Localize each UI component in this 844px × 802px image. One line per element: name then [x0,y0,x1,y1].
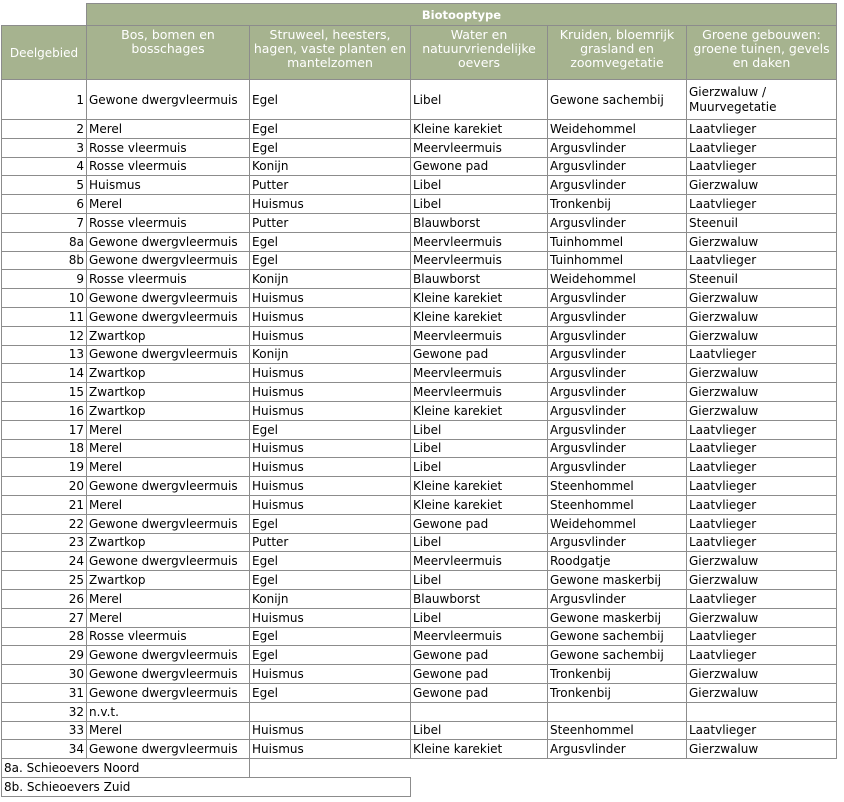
cell-col-5 [687,702,837,721]
cell-deelgebied: 3 [2,138,87,157]
cell-col-3: Kleine karekiet [411,740,548,759]
table-row [2,345,837,364]
cell-col-3: Libel [411,571,548,590]
cell-col-2: Egel [250,232,411,251]
cell-col-3: Libel [411,533,548,552]
cell-col-1: Huismus [87,176,250,195]
table-row [2,213,837,232]
header-col-1: Bos, bomen en bosschages [87,26,250,80]
cell-col-5: Gierzwaluw [687,608,837,627]
cell-col-5: Gierzwaluw [687,289,837,308]
cell-col-4: Tronkenbij [548,195,687,214]
cell-col-5: Gierzwaluw [687,307,837,326]
cell-col-1: Zwartkop [87,383,250,402]
cell-col-4: Tronkenbij [548,665,687,684]
cell-col-4: Steenhommel [548,477,687,496]
cell-deelgebied: 6 [2,195,87,214]
cell-col-4: Argusvlinder [548,458,687,477]
cell-col-2: Konijn [250,270,411,289]
cell-col-1: Gewone dwergvleermuis [87,740,250,759]
cell-col-2: Egel [250,683,411,702]
cell-col-1: Zwartkop [87,364,250,383]
cell-col-2: Konijn [250,345,411,364]
cell-col-3: Kleine karekiet [411,307,548,326]
cell-col-1: Gewone dwergvleermuis [87,289,250,308]
cell-col-3: Kleine karekiet [411,120,548,139]
cell-col-4: Argusvlinder [548,401,687,420]
cell-col-4: Steenhommel [548,495,687,514]
cell-deelgebied: 17 [2,420,87,439]
cell-deelgebied: 24 [2,552,87,571]
cell-col-4: Argusvlinder [548,157,687,176]
cell-col-2: Huismus [250,195,411,214]
cell-deelgebied: 12 [2,326,87,345]
cell-col-2: Huismus [250,740,411,759]
header-deelgebied: Deelgebied [2,26,87,80]
cell-deelgebied: 32 [2,702,87,721]
cell-col-3: Meervleermuis [411,326,548,345]
cell-col-5: Laatvlieger [687,345,837,364]
cell-deelgebied: 1 [2,80,87,120]
cell-col-2 [250,702,411,721]
cell-col-1: Gewone dwergvleermuis [87,683,250,702]
cell-col-2: Egel [250,138,411,157]
cell-col-4: Argusvlinder [548,533,687,552]
cell-col-4: Argusvlinder [548,289,687,308]
cell-deelgebied: 30 [2,665,87,684]
cell-col-2: Egel [250,120,411,139]
cell-col-2: Egel [250,80,411,120]
cell-col-5: Laatvlieger [687,589,837,608]
cell-col-1: Merel [87,608,250,627]
table-row [2,702,837,721]
cell-col-5: Laatvlieger [687,721,837,740]
cell-col-4: Weidehommel [548,514,687,533]
cell-col-2: Huismus [250,326,411,345]
cell-deelgebied: 14 [2,364,87,383]
header-col-3: Water en natuurvriendelijke oevers [411,26,548,80]
cell-col-1: Gewone dwergvleermuis [87,665,250,684]
cell-col-5: Gierzwaluw [687,740,837,759]
cell-col-3: Libel [411,439,548,458]
table-row [2,627,837,646]
table-row [2,176,837,195]
cell-col-3: Kleine karekiet [411,289,548,308]
cell-col-4: Gewone maskerbij [548,608,687,627]
cell-col-5: Steenuil [687,213,837,232]
cell-col-1: Gewone dwergvleermuis [87,80,250,120]
cell-col-3: Blauwborst [411,270,548,289]
cell-col-2: Putter [250,176,411,195]
cell-deelgebied: 16 [2,401,87,420]
cell-col-5: Laatvlieger [687,420,837,439]
cell-col-5: Laatvlieger [687,458,837,477]
cell-deelgebied: 34 [2,740,87,759]
cell-col-1: Zwartkop [87,401,250,420]
cell-col-4: Tuinhommel [548,251,687,270]
cell-col-2: Egel [250,420,411,439]
cell-col-1: Zwartkop [87,326,250,345]
cell-col-5: Laatvlieger [687,195,837,214]
cell-col-3: Libel [411,458,548,477]
cell-deelgebied: 31 [2,683,87,702]
table-row [2,683,837,702]
cell-col-3: Libel [411,420,548,439]
cell-col-3: Gewone pad [411,514,548,533]
table-row [2,589,837,608]
cell-col-4: Argusvlinder [548,326,687,345]
table-row [2,495,837,514]
cell-deelgebied: 15 [2,383,87,402]
cell-col-3: Libel [411,176,548,195]
cell-col-3: Meervleermuis [411,138,548,157]
cell-col-4: Steenhommel [548,721,687,740]
cell-col-5: Steenuil [687,270,837,289]
cell-col-3: Meervleermuis [411,232,548,251]
cell-col-1: Rosse vleermuis [87,157,250,176]
cell-col-4: Gewone sachembij [548,646,687,665]
table-row [2,138,837,157]
cell-col-3: Gewone pad [411,646,548,665]
cell-col-3: Kleine karekiet [411,477,548,496]
cell-deelgebied: 10 [2,289,87,308]
cell-col-2: Huismus [250,289,411,308]
cell-col-2: Huismus [250,495,411,514]
cell-col-4: Roodgatje [548,552,687,571]
cell-col-5: Gierzwaluw [687,326,837,345]
cell-col-1: Merel [87,195,250,214]
cell-col-4: Argusvlinder [548,589,687,608]
cell-col-3: Libel [411,608,548,627]
cell-col-4: Argusvlinder [548,364,687,383]
table-row [2,608,837,627]
cell-col-2: Huismus [250,721,411,740]
table-row [2,120,837,139]
cell-col-1: Merel [87,439,250,458]
cell-col-4: Argusvlinder [548,420,687,439]
cell-col-5: Laatvlieger [687,627,837,646]
cell-col-1: Merel [87,420,250,439]
cell-col-3: Blauwborst [411,589,548,608]
cell-col-4: Argusvlinder [548,740,687,759]
cell-col-2: Egel [250,251,411,270]
cell-col-1: Rosse vleermuis [87,627,250,646]
table-row [2,420,837,439]
cell-deelgebied: 29 [2,646,87,665]
cell-col-5: Gierzwaluw [687,364,837,383]
cell-col-5: Laatvlieger [687,157,837,176]
cell-col-2: Huismus [250,307,411,326]
cell-deelgebied: 9 [2,270,87,289]
table-row [2,195,837,214]
cell-col-3: Gewone pad [411,665,548,684]
cell-deelgebied: 4 [2,157,87,176]
table-body [2,80,837,759]
table-row [2,326,837,345]
table-row [2,439,837,458]
table-row [2,289,837,308]
cell-col-3: Meervleermuis [411,364,548,383]
cell-col-5: Gierzwaluw [687,401,837,420]
footnote-spacer [250,759,837,778]
cell-col-1: Gewone dwergvleermuis [87,514,250,533]
cell-deelgebied: 27 [2,608,87,627]
cell-col-2: Konijn [250,157,411,176]
cell-col-5: Laatvlieger [687,646,837,665]
cell-col-1: Merel [87,721,250,740]
cell-col-4: Gewone sachembij [548,627,687,646]
cell-col-1: Rosse vleermuis [87,270,250,289]
cell-deelgebied: 5 [2,176,87,195]
table-row [2,232,837,251]
cell-col-4: Argusvlinder [548,213,687,232]
cell-col-5: Laatvlieger [687,533,837,552]
cell-col-2: Egel [250,646,411,665]
footnote-8a: 8a. Schieoevers Noord [2,759,250,778]
cell-col-1: Merel [87,495,250,514]
cell-deelgebied: 26 [2,589,87,608]
cell-col-1: Gewone dwergvleermuis [87,477,250,496]
cell-col-1: Merel [87,458,250,477]
cell-col-1: Zwartkop [87,571,250,590]
biotope-table [1,3,837,797]
cell-col-4: Weidehommel [548,270,687,289]
cell-col-3: Meervleermuis [411,552,548,571]
cell-col-2: Huismus [250,665,411,684]
cell-col-1: Gewone dwergvleermuis [87,232,250,251]
table-row [2,270,837,289]
cell-col-3: Gewone pad [411,345,548,364]
cell-col-5: Gierzwaluw [687,232,837,251]
cell-col-2: Huismus [250,608,411,627]
table-row [2,364,837,383]
table-row [2,251,837,270]
cell-col-3: Kleine karekiet [411,495,548,514]
cell-col-5: Laatvlieger [687,514,837,533]
header-corner [2,4,87,26]
cell-col-1: n.v.t. [87,702,250,721]
cell-col-3: Kleine karekiet [411,401,548,420]
cell-col-4: Tuinhommel [548,232,687,251]
cell-col-5: Gierzwaluw / Muurvegetatie [687,80,837,120]
footnote-8b: 8b. Schieoevers Zuid [2,777,411,796]
cell-col-3: Meervleermuis [411,627,548,646]
cell-col-4: Tronkenbij [548,683,687,702]
cell-col-5: Gierzwaluw [687,383,837,402]
cell-col-3: Gewone pad [411,683,548,702]
table-row [2,533,837,552]
cell-deelgebied: 25 [2,571,87,590]
cell-col-1: Rosse vleermuis [87,213,250,232]
table-row [2,401,837,420]
cell-deelgebied: 22 [2,514,87,533]
cell-col-3: Libel [411,80,548,120]
cell-col-5: Gierzwaluw [687,176,837,195]
cell-col-2: Putter [250,533,411,552]
table-row [2,157,837,176]
cell-col-1: Gewone dwergvleermuis [87,646,250,665]
cell-deelgebied: 33 [2,721,87,740]
header-col-4: Kruiden, bloemrijk grasland en zoomvegetatie [548,26,687,80]
cell-col-5: Laatvlieger [687,120,837,139]
cell-col-2: Konijn [250,589,411,608]
cell-col-4: Argusvlinder [548,176,687,195]
table-row [2,307,837,326]
cell-deelgebied: 13 [2,345,87,364]
cell-col-5: Gierzwaluw [687,552,837,571]
cell-col-2: Huismus [250,439,411,458]
table-row [2,646,837,665]
table-row [2,721,837,740]
cell-col-4: Argusvlinder [548,307,687,326]
cell-col-5: Laatvlieger [687,138,837,157]
cell-col-2: Huismus [250,364,411,383]
table-row [2,458,837,477]
cell-col-5: Laatvlieger [687,477,837,496]
biotope-group-header: Biotooptype [87,4,837,26]
cell-col-4: Argusvlinder [548,138,687,157]
cell-deelgebied: 18 [2,439,87,458]
cell-col-2: Putter [250,213,411,232]
cell-col-5: Laatvlieger [687,495,837,514]
cell-col-4: Gewone sachembij [548,80,687,120]
cell-col-3: Libel [411,721,548,740]
cell-col-3: Gewone pad [411,157,548,176]
cell-col-1: Gewone dwergvleermuis [87,345,250,364]
cell-deelgebied: 23 [2,533,87,552]
cell-col-2: Huismus [250,477,411,496]
cell-deelgebied: 21 [2,495,87,514]
cell-col-1: Zwartkop [87,533,250,552]
cell-col-3 [411,702,548,721]
cell-col-2: Huismus [250,401,411,420]
cell-col-3: Meervleermuis [411,251,548,270]
cell-deelgebied: 28 [2,627,87,646]
footnote-spacer [411,777,837,796]
cell-col-3: Meervleermuis [411,383,548,402]
cell-col-4: Argusvlinder [548,439,687,458]
cell-col-3: Libel [411,195,548,214]
header-col-2: Struweel, heesters, hagen, vaste planten en mantelzomen [250,26,411,80]
cell-col-1: Rosse vleermuis [87,138,250,157]
table-row [2,552,837,571]
cell-col-5: Gierzwaluw [687,683,837,702]
table-row [2,383,837,402]
cell-deelgebied: 19 [2,458,87,477]
cell-col-4: Weidehommel [548,120,687,139]
cell-col-2: Huismus [250,383,411,402]
cell-deelgebied: 8b [2,251,87,270]
cell-col-1: Gewone dwergvleermuis [87,307,250,326]
cell-col-4: Gewone maskerbij [548,571,687,590]
cell-col-5: Laatvlieger [687,439,837,458]
cell-col-1: Gewone dwergvleermuis [87,552,250,571]
cell-deelgebied: 11 [2,307,87,326]
cell-col-4: Argusvlinder [548,383,687,402]
cell-deelgebied: 20 [2,477,87,496]
table-row [2,740,837,759]
cell-col-5: Laatvlieger [687,251,837,270]
cell-col-2: Egel [250,627,411,646]
cell-col-1: Gewone dwergvleermuis [87,251,250,270]
cell-col-2: Egel [250,571,411,590]
cell-col-4: Argusvlinder [548,345,687,364]
header-col-5: Groene gebouwen: groene tuinen, gevels en daken [687,26,837,80]
table-row [2,514,837,533]
table-row [2,665,837,684]
cell-col-2: Egel [250,552,411,571]
table-row [2,571,837,590]
cell-col-1: Merel [87,589,250,608]
cell-col-1: Merel [87,120,250,139]
cell-col-2: Egel [250,514,411,533]
cell-col-5: Gierzwaluw [687,571,837,590]
cell-deelgebied: 2 [2,120,87,139]
table-row [2,477,837,496]
cell-col-2: Huismus [250,458,411,477]
cell-col-3: Blauwborst [411,213,548,232]
cell-col-5: Gierzwaluw [687,665,837,684]
cell-deelgebied: 8a [2,232,87,251]
table-row [2,80,837,120]
cell-deelgebied: 7 [2,213,87,232]
cell-col-4 [548,702,687,721]
